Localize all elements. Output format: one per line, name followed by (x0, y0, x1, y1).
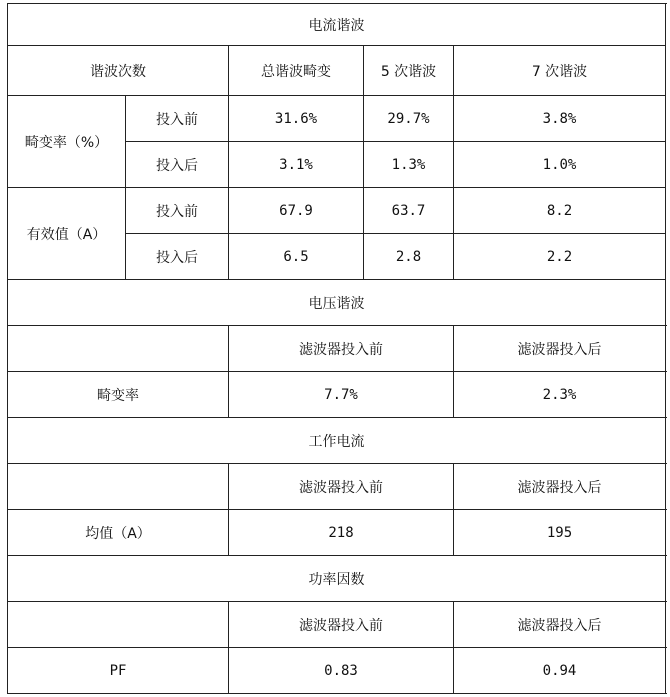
cell-value: 2.8 (364, 234, 454, 280)
cell-value: 218 (229, 510, 454, 556)
header-5th-harmonic: 5 次谐波 (364, 46, 454, 96)
header-after-filter: 滤波器投入后 (454, 464, 666, 510)
section-title-power-factor: 功率因数 (8, 556, 666, 602)
cell-value: 2.2 (454, 234, 666, 280)
header-before-filter: 滤波器投入前 (229, 602, 454, 648)
cell-value: 7.7% (229, 372, 454, 418)
sub-label-after: 投入后 (126, 142, 229, 188)
header-total-distortion: 总谐波畸变 (229, 46, 364, 96)
section-title-working-current: 工作电流 (8, 418, 666, 464)
header-harmonic-order: 谐波次数 (8, 46, 229, 96)
header-before-filter: 滤波器投入前 (229, 464, 454, 510)
cell-value: 67.9 (229, 188, 364, 234)
header-after-filter: 滤波器投入后 (454, 326, 666, 372)
section-title-current-harmonics: 电流谐波 (8, 4, 666, 46)
cell-value: 31.6% (229, 96, 364, 142)
cell-value: 1.3% (364, 142, 454, 188)
cell-value: 3.8% (454, 96, 666, 142)
sub-label-before: 投入前 (126, 188, 229, 234)
sub-label-before: 投入前 (126, 96, 229, 142)
section-title-voltage-harmonics: 电压谐波 (8, 280, 666, 326)
header-empty (8, 602, 229, 648)
header-before-filter: 滤波器投入前 (229, 326, 454, 372)
cell-value: 195 (454, 510, 666, 556)
header-7th-harmonic: 7 次谐波 (454, 46, 666, 96)
header-empty (8, 464, 229, 510)
cell-value: 0.83 (229, 648, 454, 694)
cell-value: 1.0% (454, 142, 666, 188)
row-label-voltage-distortion: 畸变率 (8, 372, 229, 418)
cell-value: 3.1% (229, 142, 364, 188)
row-label-distortion: 畸变率（%） (8, 96, 126, 188)
cell-value: 63.7 (364, 188, 454, 234)
row-label-pf: PF (8, 648, 229, 694)
cell-value: 29.7% (364, 96, 454, 142)
cell-value: 0.94 (454, 648, 666, 694)
sub-label-after: 投入后 (126, 234, 229, 280)
header-after-filter: 滤波器投入后 (454, 602, 666, 648)
header-empty (8, 326, 229, 372)
cell-value: 2.3% (454, 372, 666, 418)
row-label-rms: 有效值（A） (8, 188, 126, 280)
cell-value: 6.5 (229, 234, 364, 280)
row-label-mean-current: 均值（A） (8, 510, 229, 556)
harmonics-table (7, 3, 666, 694)
cell-value: 8.2 (454, 188, 666, 234)
